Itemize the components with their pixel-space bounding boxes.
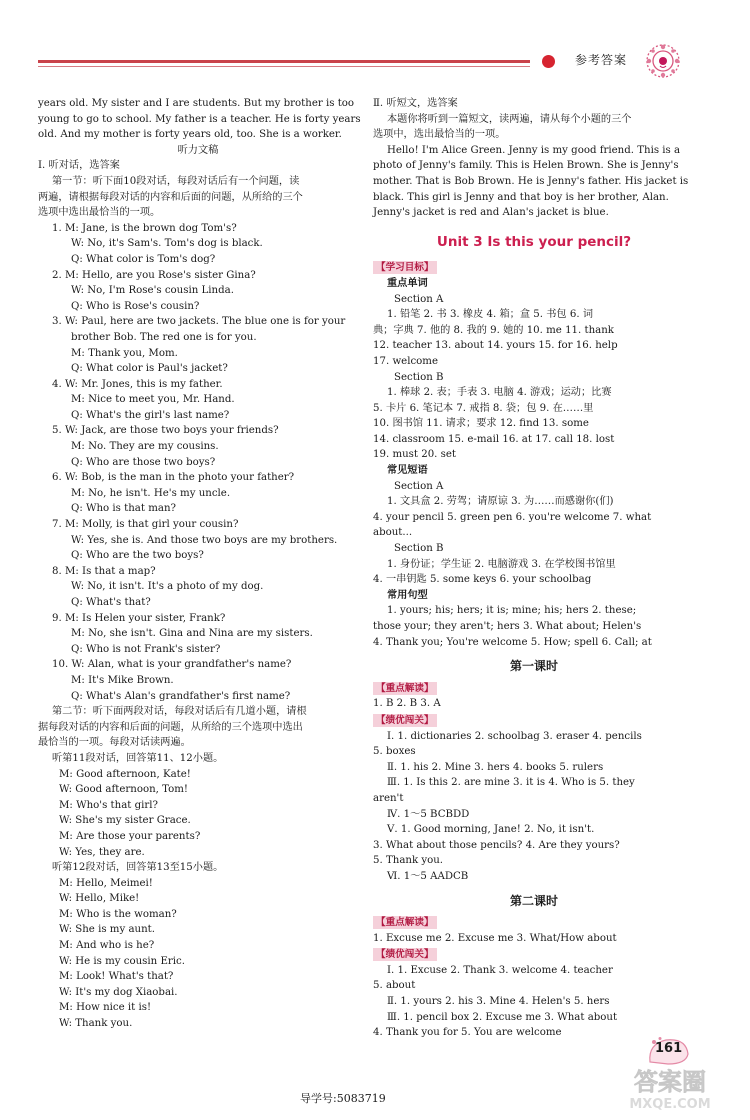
text-line: M: Thank you, Mom.	[71, 347, 178, 359]
text-line: years old. My sister and I are students. But my brother is too	[38, 98, 355, 109]
text-line: M: Who is the woman?	[59, 908, 177, 920]
header-rule-thick	[38, 60, 530, 63]
answer-line: Ⅱ. 1. yours 2. his 3. Mine 4. Helen's 5. hers	[387, 996, 610, 1008]
text-line: Section A	[394, 480, 444, 492]
text-line: 本题你将听到一篇短文，读两遍，请从每个小题的三个	[387, 113, 632, 125]
text-line: M: And who is he?	[59, 940, 155, 952]
svg-text:答案圈: 答案圈	[634, 1068, 706, 1096]
text-line: W: Good afternoon, Tom!	[59, 784, 189, 796]
answer-line: Ⅴ. 1. Good morning, Jane! 2. No, it isn't.	[387, 824, 595, 836]
text-line: W: She's my sister Grace.	[59, 815, 191, 827]
guide-code: 导学号:5083719	[300, 1092, 386, 1105]
text-line: 7. M: Molly, is that girl your cousin?	[52, 519, 239, 531]
text-line: photo of Jenny's family. This is Helen Brown. She is Jenny's	[373, 160, 679, 172]
text-line: 常见短语	[387, 464, 428, 477]
text-line: W: No, I'm Rose's cousin Linda.	[71, 285, 234, 297]
goals-tag: 【学习目标】	[373, 261, 437, 274]
text-line: 4. Thank you; You're welcome 5. How; spell 6. Call; at	[373, 636, 652, 648]
text-line: 3. W: Paul, here are two jackets. The blue one is for your	[52, 316, 346, 328]
text-line: M: No, he isn't. He's my uncle.	[71, 487, 231, 499]
text-line: W: No, it's Sam's. Tom's dog is black.	[71, 238, 263, 250]
text-line: Q: What's that?	[71, 597, 151, 608]
lesson-2-key-answers	[373, 931, 695, 947]
answer-line: Ⅰ. 1. Excuse 2. Thank 3. welcome 4. teacher	[387, 964, 613, 976]
text-line: M: Who's that girl?	[59, 799, 158, 811]
answer-line: 1. Excuse me 2. Excuse me 3. What/How about	[373, 932, 617, 944]
text-line: Q: What color is Tom's dog?	[71, 253, 216, 265]
right-column	[373, 96, 695, 1041]
text-line: Jenny's jacket is red and Alan's jacket is blue.	[373, 207, 609, 219]
text-line: young to go to school. My father is a teacher. He is forty years	[38, 113, 361, 125]
text-line: 常用句型	[387, 588, 428, 601]
text-line: Ⅰ. 听对话，选答案	[38, 160, 120, 172]
answer-line: 4. Thank you for 5. You are welcome	[373, 1027, 562, 1039]
text-line: those your; they aren't; hers 3. What about; Helen's	[373, 621, 642, 632]
text-line: 9. M: Is Helen your sister, Frank?	[52, 612, 226, 624]
passage-section	[373, 96, 695, 221]
text-line: M: Are those your parents?	[59, 830, 201, 842]
excellence-tag-2: 【绩优闯关】	[373, 948, 437, 961]
text-line: 第一节：听下面10段对话，每段对话后有一个问题，读	[52, 175, 300, 187]
text-line: 4. 一串钥匙 5. some keys 6. your schoolbag	[373, 574, 592, 586]
text-line: Q: What's Alan's grandfather's first name?	[71, 690, 291, 702]
text-line: 5. W: Jack, are those two boys your friends?	[52, 425, 279, 437]
key-points-tag-2: 【重点解读】	[373, 916, 437, 929]
text-line: W: Hello, Mike!	[59, 893, 140, 905]
answer-line: 5. Thank you.	[373, 855, 444, 867]
lesson-2-exercise-answers	[373, 963, 695, 1041]
text-line: 1. 文具盒 2. 劳驾；请原谅 3. 为……而感谢你(们)	[387, 496, 614, 508]
text-line: 19. must 20. set	[373, 449, 457, 461]
text-line: Q: Who is Rose's cousin?	[71, 300, 200, 312]
text-line: M: How nice it is!	[59, 1002, 152, 1014]
text-line: 据每段对话的内容和后面的问题，从所给的三个选项中选出	[38, 721, 303, 733]
text-line: 选项中，选出最恰当的一项。	[373, 129, 506, 141]
text-line: 10. W: Alan, what is your grandfather's name?	[52, 659, 292, 671]
text-line: Q: Who are the two boys?	[71, 550, 204, 562]
text-line: 最恰当的一项。每段对话读两遍。	[38, 737, 191, 749]
text-line: black. This girl is Jenny and that boy is her brother, Alan.	[373, 191, 669, 203]
text-line: 12. teacher 13. about 14. yours 15. for 16. help	[373, 340, 618, 352]
text-line: Q: Who is that man?	[71, 503, 176, 515]
lesson-2-heading: 第二课时	[509, 893, 558, 908]
answer-line: 1. B 2. B 3. A	[373, 698, 441, 710]
text-line: W: No, it isn't. It's a photo of my dog.	[71, 581, 264, 593]
text-line: 10. 图书馆 11. 请求；要求 12. find 13. some	[373, 418, 589, 430]
text-line: about...	[373, 527, 413, 539]
text-line: M: No. They are my cousins.	[71, 441, 219, 453]
answer-line: 5. about	[373, 980, 416, 992]
text-line: W: She is my aunt.	[59, 924, 155, 936]
text-line: 1. M: Jane, is the brown dog Tom's?	[52, 222, 237, 234]
key-points-tag-1: 【重点解读】	[373, 682, 437, 695]
text-line: 听第11段对话，回答第11、12小题。	[52, 752, 224, 764]
text-line: M: No, she isn't. Gina and Nina are my sisters.	[71, 628, 313, 640]
text-line: 14. classroom 15. e-mail 16. at 17. call 18. lost	[373, 433, 615, 445]
text-line: Q: Who are those two boys?	[71, 456, 216, 468]
text-line: 1. 棒球 2. 表；手表 3. 电脑 4. 游戏；运动；比赛	[387, 387, 612, 399]
text-line: 听第12段对话，回答第13至15小题。	[52, 862, 224, 874]
left-column	[38, 96, 361, 1032]
text-line: 8. M: Is that a map?	[52, 565, 156, 577]
text-line: M: Nice to meet you, Mr. Hand.	[71, 394, 235, 406]
text-line: W: Yes, she is. And those two boys are my brothers.	[71, 534, 338, 546]
text-line: W: It's my dog Xiaobai.	[59, 986, 178, 998]
text-line: W: Thank you.	[59, 1018, 133, 1030]
lesson-1-heading: 第一课时	[509, 659, 558, 674]
text-line: brother Bob. The red one is for you.	[71, 331, 257, 343]
svg-text:MXQE.COM: MXQE.COM	[629, 1097, 711, 1112]
text-line: 6. W: Bob, is the man in the photo your father?	[52, 472, 295, 484]
text-line: 17. welcome	[373, 355, 438, 367]
header-rule-thin	[38, 66, 530, 67]
text-line: Section B	[394, 371, 444, 383]
text-line: Q: What's the girl's last name?	[71, 409, 230, 421]
lesson-1-key-answers	[373, 696, 695, 712]
text-line: Hello! I'm Alice Green. Jenny is my good friend. This is a	[387, 144, 681, 156]
excellence-tag-1: 【绩优闯关】	[373, 714, 437, 727]
answer-line: 5. boxes	[373, 746, 416, 758]
answer-line: Ⅵ. 1～5 AADCB	[387, 870, 469, 882]
header-red-dot	[542, 55, 555, 68]
text-line: 4. your pencil 5. green pen 6. you're welcome 7. what	[373, 511, 652, 523]
answer-line: aren't	[373, 792, 404, 804]
text-line: 重点单词	[387, 276, 428, 289]
text-line: Section B	[394, 543, 444, 555]
text-line: 1. 铅笔 2. 书 3. 橡皮 4. 箱；盒 5. 书包 6. 词	[387, 309, 594, 321]
page-header	[0, 0, 750, 80]
learning-goals	[373, 276, 695, 650]
text-line: old. And my mother is forty years old, too. She is a worker.	[38, 129, 342, 141]
text-line: Q: What color is Paul's jacket?	[71, 363, 228, 375]
text-line: W: Yes, they are.	[59, 846, 145, 858]
answer-line: 3. What about those pencils? 4. Are they yours?	[373, 839, 620, 851]
text-line: 选项中选出最恰当的一项。	[38, 207, 161, 219]
answer-line: Ⅲ. 1. pencil box 2. Excuse me 3. What about	[387, 1011, 618, 1023]
text-line: 1. 身份证；学生证 2. 电脑游戏 3. 在学校图书馆里	[387, 558, 616, 570]
text-line: Ⅱ. 听短文，选答案	[373, 98, 458, 109]
site-watermark-logo	[600, 1060, 740, 1112]
lesson-1-exercise-answers	[373, 729, 695, 885]
header-title: 参考答案	[575, 53, 628, 67]
text-line: mother. That is Bob Brown. He is Jenny's father. His jacket is	[373, 175, 689, 187]
answer-line: Ⅱ. 1. his 2. Mine 3. hers 4. books 5. rulers	[387, 761, 604, 773]
text-line: 1. yours; his; hers; it is; mine; his; hers 2. these;	[387, 605, 637, 617]
text-line: W: He is my cousin Eric.	[59, 955, 185, 967]
text-line: 5. 卡片 6. 笔记本 7. 戒指 8. 袋；包 9. 在……里	[373, 402, 594, 414]
text-line: 典；字典 7. 他的 8. 我的 9. 她的 10. me 11. thank	[373, 324, 614, 336]
text-line: 听力文稿	[177, 144, 219, 156]
text-line: 2. M: Hello, are you Rose's sister Gina?	[52, 269, 256, 281]
text-line: 4. W: Mr. Jones, this is my father.	[52, 378, 223, 390]
answer-line: Ⅲ. 1. Is this 2. are mine 3. it is 4. Who is 5. they	[387, 777, 635, 789]
text-line: 第二节：听下面两段对话，每段对话后有几道小题，请根	[52, 706, 307, 718]
text-line: M: Hello, Meimei!	[59, 877, 153, 889]
text-line: M: It's Mike Brown.	[71, 674, 174, 686]
flower-ornament-icon	[640, 38, 686, 84]
text-line: 两遍，请根据每段对话的内容和后面的问题，从所给的三个	[38, 191, 303, 203]
text-line: M: Good afternoon, Kate!	[59, 768, 191, 780]
text-line: Q: Who is not Frank's sister?	[71, 643, 221, 655]
unit-title: Unit 3 Is this your pencil?	[436, 233, 632, 250]
text-line: Section A	[394, 293, 444, 305]
answer-line: Ⅰ. 1. dictionaries 2. schoolbag 3. eraser 4. pencils	[387, 730, 642, 742]
page-number: 161	[655, 1041, 683, 1056]
text-line: M: Look! What's that?	[59, 971, 174, 983]
answer-line: Ⅳ. 1～5 BCBDD	[387, 808, 470, 820]
